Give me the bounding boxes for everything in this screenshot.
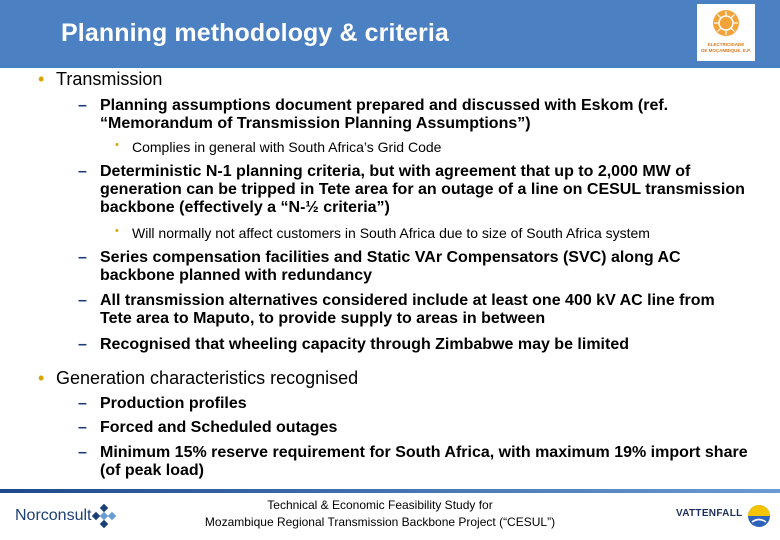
title-bar [0, 0, 780, 68]
sub-item-text: All transmission alternatives considered include at least one 400 kV AC line from Tete area to Maputo, to provide supply to areas in between [100, 292, 715, 327]
dash-marker: – [78, 249, 87, 266]
footer-divider [0, 489, 780, 493]
dash-marker: – [78, 97, 87, 114]
footer-caption [170, 497, 590, 531]
bullet-marker: • [115, 139, 119, 151]
sub-item-text: Forced and Scheduled outages [100, 419, 338, 436]
page-title: Planning methodology & criteria [61, 19, 449, 47]
bullet-label: Transmission [56, 69, 163, 89]
dash-marker: – [78, 292, 87, 309]
norconsult-logo-text: Norconsult [15, 507, 92, 524]
dash-marker: – [78, 419, 87, 436]
sub-item-text: Minimum 15% reserve requirement for South Africa, with maximum 19% import share (of peak load) [100, 444, 748, 479]
sun-logo-icon [712, 9, 740, 37]
bullet-marker: • [115, 225, 119, 237]
logo-text-line2: DE MOÇAMBIQUE, E.P. [701, 48, 751, 53]
vattenfall-logo-text: VATTENFALL [676, 508, 743, 519]
sub-item-text: Planning assumptions document prepared and discussed with Eskom (ref. “Memorandum of Transmission Planning Assumptions”) [100, 97, 669, 132]
dash-marker: – [78, 163, 87, 180]
sub-sub-item-text: Will normally not affect customers in South Africa due to size of South Africa system [132, 225, 650, 241]
sub-sub-item-text: Complies in general with South Africa’s Grid Code [132, 139, 442, 155]
dash-marker: – [78, 336, 87, 353]
sub-item-text: Deterministic N-1 planning criteria, but with agreement that up to 2,000 MW of generation can be tripped in Tete area for an outage of a line on CESUL transmission backbone (effectively a “N-½ criteria”) [100, 163, 745, 216]
bullet-marker: • [38, 368, 45, 388]
bullet-marker: • [38, 69, 45, 89]
edm-logo [697, 4, 755, 61]
dash-marker: – [78, 444, 87, 461]
footer-line1: Technical & Economic Feasibility Study for [267, 498, 493, 512]
bullet-label: Generation characteristics recognised [56, 368, 359, 388]
sub-item-text: Recognised that wheeling capacity through Zimbabwe may be limited [100, 336, 629, 353]
vattenfall-mark-icon [746, 503, 772, 529]
logo-text-line1: ELECTRICIDADE [707, 42, 745, 47]
dash-marker: – [78, 395, 87, 412]
norconsult-mark-icon [92, 504, 116, 528]
footer-line2: Mozambique Regional Transmission Backbone Project (“CESUL”) [204, 515, 556, 529]
sub-item-text: Production profiles [100, 395, 247, 412]
sub-item-text: Series compensation facilities and Static VAr Compensators (SVC) along AC backbone planned with redundancy [100, 249, 681, 284]
